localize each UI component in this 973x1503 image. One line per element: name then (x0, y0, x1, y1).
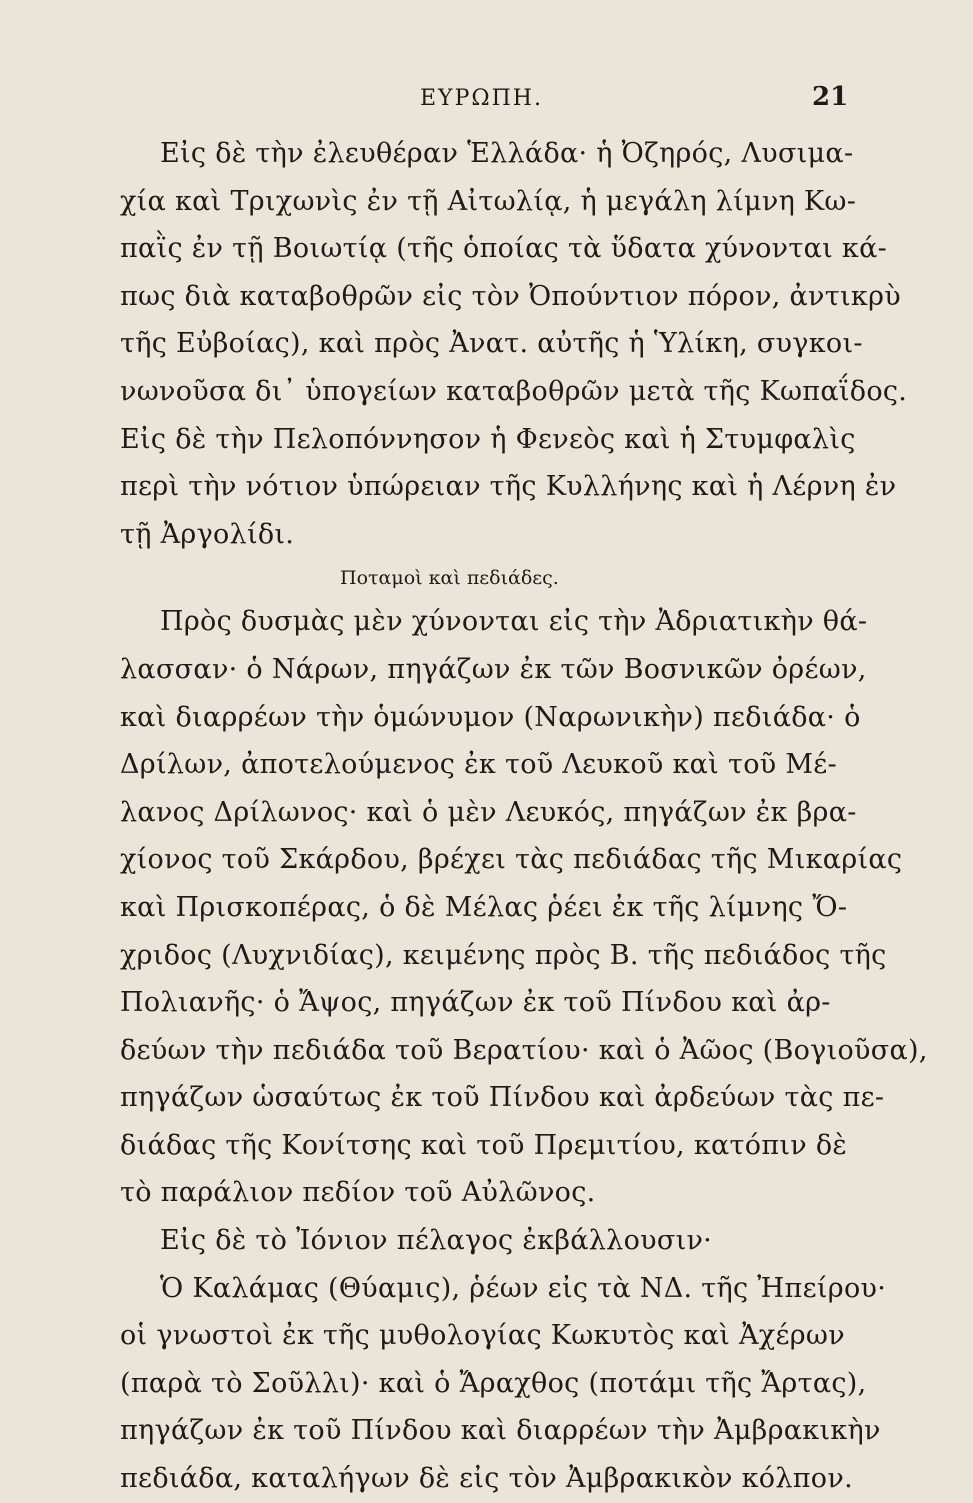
page-header (0, 80, 973, 120)
section-subheading: Ποταμοὶ καὶ πεδιάδες. (340, 567, 559, 590)
text-line: Πρὸς δυσμὰς μὲν χύνονται εἰς τὴν Ἀδριατικὴν θά- (160, 606, 868, 638)
text-line: χίονος τοῦ Σκάρδου, βρέχει τὰς πεδιάδας τῆς Μικαρίας (120, 844, 903, 876)
text-line: (παρὰ τὸ Σοῦλλι)· καὶ ὁ Ἄραχθος (ποτάμι τῆς Ἄρτας), (120, 1367, 867, 1399)
text-line: χριδος (Λυχνιδίας), κειμένης πρὸς Β. τῆς πεδιάδος τῆς (120, 939, 887, 971)
text-line: λασσαν· ὁ Νάρων, πηγάζων ἐκ τῶν Βοσνικῶν ὀρέων, (120, 653, 867, 685)
text-line: δεύων τὴν πεδιάδα τοῦ Βερατίου· καὶ ὁ Ἀῶος (Βογιοῦσα), (120, 1034, 928, 1066)
text-line: Πολιανῆς· ὁ Ἄψος, πηγάζων ἐκ τοῦ Πίνδου καὶ ἀρ- (120, 987, 831, 1019)
text-line: τῆς Εὐβοίας), καὶ πρὸς Ἀνατ. αὐτῆς ἡ Ὑλίκη, συγκοι- (120, 328, 863, 360)
text-line: καὶ Πρισκοπέρας, ὁ δὲ Μέλας ῥέει ἐκ τῆς λίμνης Ὄ- (120, 891, 848, 923)
text-line: διάδας τῆς Κονίτσης καὶ τοῦ Πρεμιτίου, κατόπιν δὲ (120, 1129, 848, 1161)
text-line: πεδιάδα, καταλήγων δὲ εἰς τὸν Ἀμβρακικὸν κόλπον. (120, 1463, 853, 1495)
text-line: Εἰς δὲ τὴν Πελοπόννησον ἡ Φενεὸς καὶ ἡ Στυμφαλὶς (120, 423, 856, 455)
text-line: Εἰς δὲ τὴν ἐλευθέραν Ἑλλάδα· ἡ Ὀζηρός, Λυσιμα- (160, 138, 854, 169)
body-text (120, 130, 928, 1503)
text-line: Εἰς δὲ τὸ Ἰόνιον πέλαγος ἐκβάλλουσιν· (160, 1225, 713, 1257)
text-line: χία καὶ Τριχωνὶς ἐν τῇ Αἰτωλίᾳ, ἡ μεγάλη λίμνη Κω- (120, 185, 857, 217)
text-line: Δρίλων, ἀποτελούμενος ἐκ τοῦ Λευκοῦ καὶ τοῦ Μέ- (120, 749, 837, 781)
text-line: πηγάζων ἐκ τοῦ Πίνδου καὶ διαρρέων τὴν Ἀμβρακικὴν (120, 1415, 881, 1447)
text-line: παῒς ἐν τῇ Βοιωτίᾳ (τῆς ὁποίας τὰ ὕδατα χύνονται κά- (120, 233, 888, 265)
text-line: νωνοῦσα δι᾽ ὑπογείων καταβοθρῶν μετὰ τῆς Κωπαΐδος. (120, 375, 908, 407)
text-line: τὸ παράλιον πεδίον τοῦ Αὐλῶνος. (120, 1177, 596, 1209)
text-line: λανος Δρίλωνος· καὶ ὁ μὲν Λευκός, πηγάζων ἐκ βρα- (120, 796, 857, 828)
text-line: οἱ γνωστοὶ ἐκ τῆς μυθολογίας Κωκυτὸς καὶ Ἀχέρων (120, 1320, 845, 1352)
text-line: πως διὰ καταβοθρῶν εἰς τὸν Ὀπούντιον πόρον, ἀντικρὺ (120, 280, 901, 312)
text-line: καὶ διαρρέων τὴν ὁμώνυμον (Ναρωνικὴν) πεδιάδα· ὁ (120, 701, 861, 733)
text-line: περὶ τὴν νότιον ὑπώρειαν τῆς Κυλλήνης καὶ ἡ Λέρνη ἐν (120, 471, 897, 503)
running-head: ΕΥΡΩΠΗ. (420, 86, 543, 111)
text-line: Ὁ Καλάμας (Θύαμις), ῥέων εἰς τὰ ΝΔ. τῆς Ἠπείρου· (160, 1272, 887, 1304)
page-number: 21 (812, 82, 849, 112)
text-line: πηγάζων ὡσαύτως ἐκ τοῦ Πίνδου καὶ ἀρδεύων τὰς πε- (120, 1082, 885, 1114)
text-line: τῇ Ἀργολίδι. (120, 518, 295, 550)
